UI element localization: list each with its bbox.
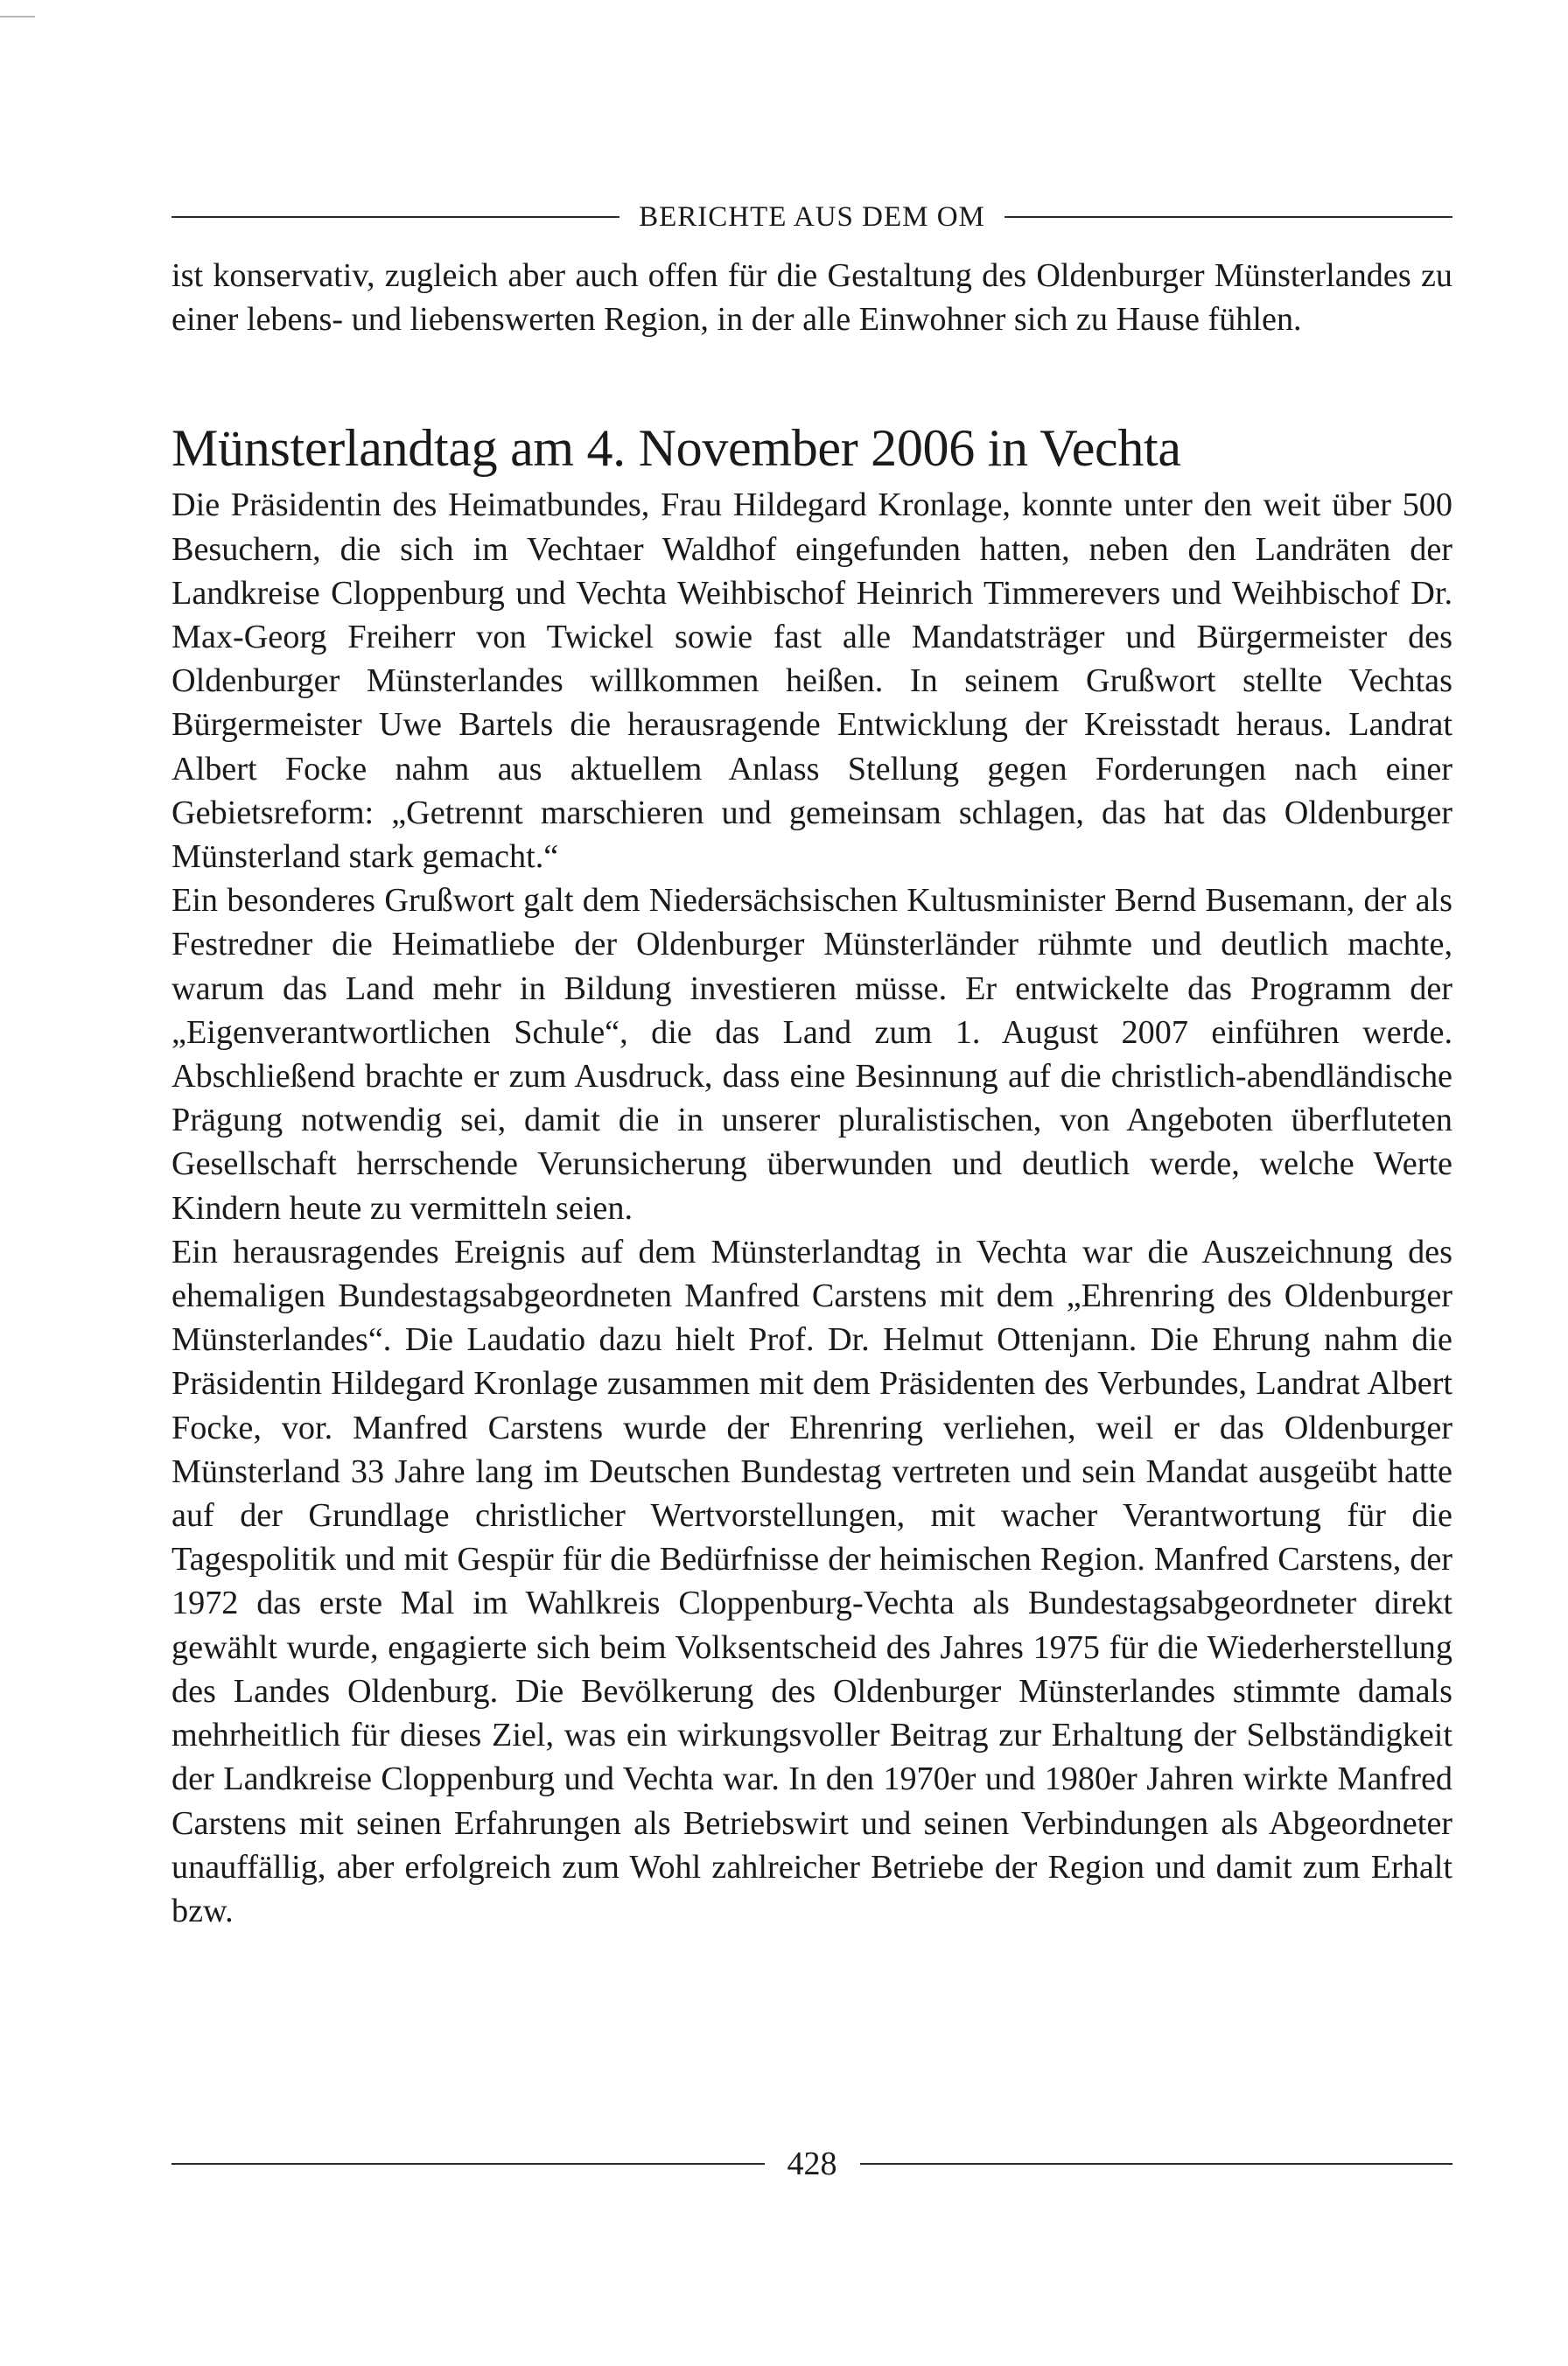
page-number: 428: [787, 2146, 837, 2182]
body-paragraph-welcome: Die Präsidentin des Heimatbundes, Frau Hildegard Kronlage, konnte unter den weit über 500 Besuchern, die sich im Vechtaer Waldhof eingefunden hatten, neben den Landräten der Landkreise Cloppenburg und Vechta Weihbischof Heinrich Timmerevers und Weihbischof Dr. Max-Georg Freiherr von Twickel sowie fast alle Mandatsträger und Bürgermeister des Oldenburger Münsterlandes willkommen heißen. In seinem Grußwort stellte Vechtas Bürgermeister Uwe Bartels die herausragende Entwicklung der Kreisstadt heraus. Landrat Albert Focke nahm aus aktuellem Anlass Stellung gegen Forderungen nach einer Gebietsreform: „Getrennt marschieren und gemeinsam schlagen, das hat das Oldenburger Münsterland stark gemacht.“: [172, 486, 1452, 876]
scan-edge-mark: [0, 16, 35, 18]
page-footer: [172, 2138, 1452, 2190]
section-heading: Münsterlandtag am 4. November 2006 in Vechta: [172, 419, 1181, 478]
continued-paragraph: ist konservativ, zugleich aber auch offen für die Gestaltung des Oldenburger Münsterlandes zu einer lebens- und liebenswerten Region, in der alle Einwohner sich zu Hause fühlen.: [172, 257, 1452, 339]
running-head-rule-right: [1004, 216, 1452, 218]
running-head: [172, 192, 1452, 242]
running-head-title: BERICHTE AUS DEM OM: [639, 200, 985, 233]
page-body: [172, 254, 1452, 1933]
footer-rule-left: [172, 2163, 765, 2165]
running-head-rule-left: [172, 216, 620, 218]
footer-rule-right: [860, 2163, 1453, 2165]
body-paragraph-festrede: Ein besonderes Grußwort galt dem Niedersächsischen Kultusminister Bernd Busemann, der als Festredner die Heimatliebe der Oldenburger Münsterländer rühmte und deutlich machte, warum das Land mehr in Bildung investieren müsse. Er entwickelte das Programm der „Eigenverantwortlichen Schule“, die das Land zum 1. August 2007 einführen werde. Abschließend brachte er zum Ausdruck, dass eine Besinnung auf die christlich-abendländische Prägung notwendig sei, damit die in unserer pluralistischen, von Angeboten überfluteten Gesellschaft herrschende Verunsicherung überwunden und deutlich werde, welche Werte Kindern heute zu vermitteln seien.: [172, 882, 1452, 1227]
body-paragraph-ehrenring: Ein herausragendes Ereignis auf dem Münsterlandtag in Vechta war die Auszeichnung des ehemaligen Bundestagsabgeordneten Manfred Carstens mit dem „Ehrenring des Oldenburger Münsterlandes“. Die Laudatio dazu hielt Prof. Dr. Helmut Ottenjann. Die Ehrung nahm die Präsidentin Hildegard Kronlage zusammen mit dem Präsidenten des Verbundes, Landrat Albert Focke, vor. Manfred Carstens wurde der Ehrenring verliehen, weil er das Oldenburger Münsterland 33 Jahre lang im Deutschen Bundestag vertreten und sein Mandat ausgeübt hatte auf der Grundlage christlicher Wertvorstellungen, mit wacher Verantwortung für die Tagespolitik und mit Gespür für die Bedürfnisse der heimischen Region. Manfred Carstens, der 1972 das erste Mal im Wahlkreis Cloppenburg-Vechta als Bundestagsabgeordneter direkt gewählt wurde, engagierte sich beim Volksentscheid des Jahres 1975 für die Wiederherstellung des Landes Oldenburg. Die Bevölkerung des Oldenburger Münsterlandes stimmte damals mehrheitlich für dieses Ziel, was ein wirkungsvoller Beitrag zur Erhaltung der Selbständigkeit der Landkreise Cloppenburg und Vechta war. In den 1970er und 1980er Jahren wirkte Manfred Carstens mit seinen Erfahrungen als Betriebswirt und seinen Verbindungen als Abgeordneter unauffällig, aber erfolgreich zum Wohl zahlreicher Betriebe der Region und damit zum Erhalt bzw.: [172, 1233, 1452, 1929]
